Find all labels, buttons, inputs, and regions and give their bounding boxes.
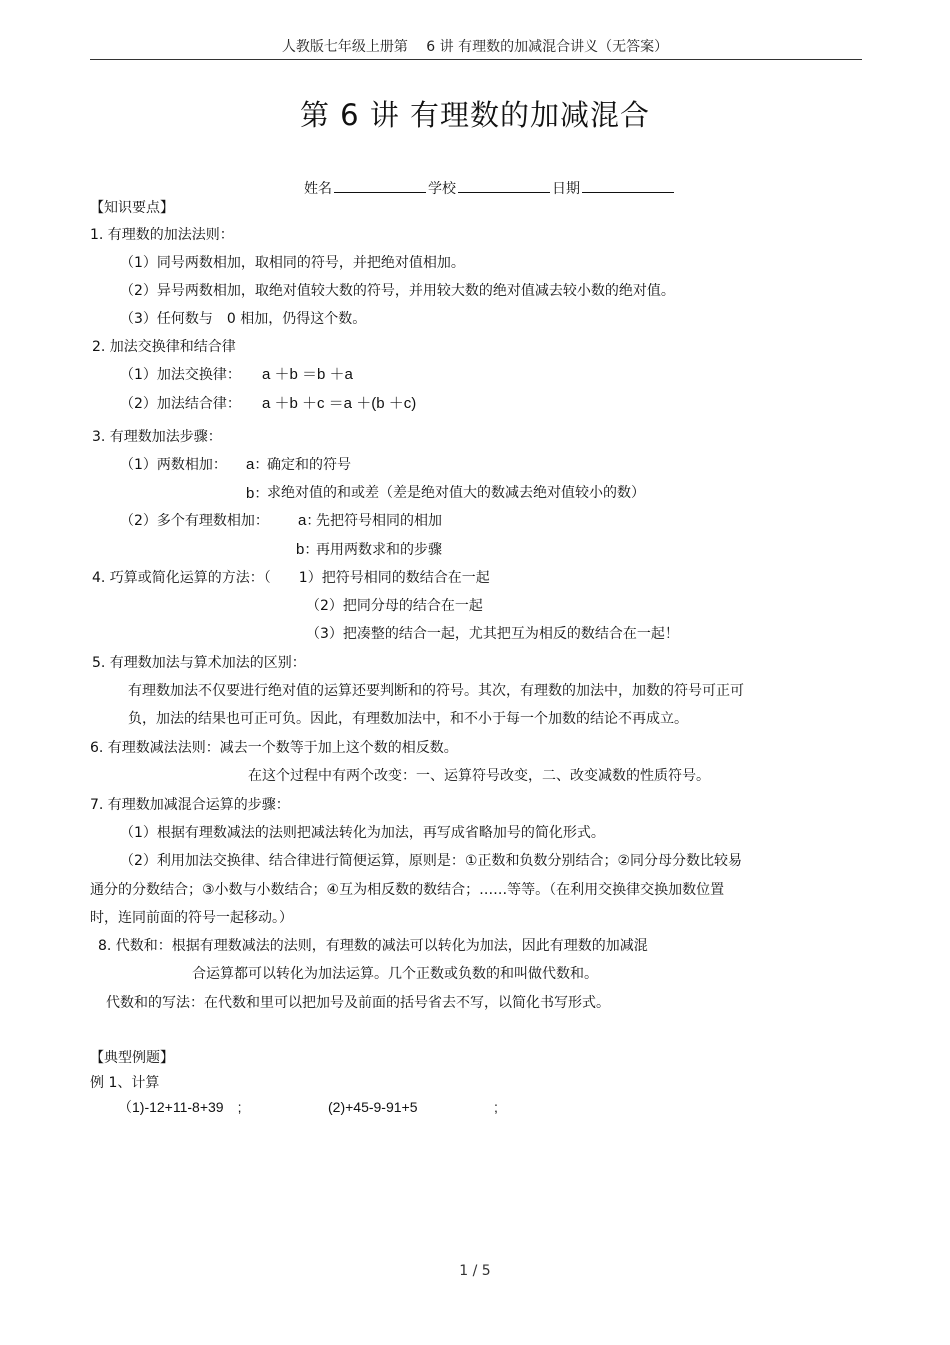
multi-step-b-mark: b： xyxy=(296,541,319,558)
school-label: 学校 xyxy=(428,181,456,197)
method-2: （2）把同分母的结合在一起 xyxy=(306,598,483,614)
document-title: 第 6 讲 有理数的加减混合 xyxy=(299,98,651,132)
section-6-note: 在这个过程中有两个改变：一、运算符号改变，二、改变减数的性质符号。 xyxy=(248,768,710,784)
section-8-title: 8. 代数和：根据有理数减法的法则，有理数的减法可以转化为加法，因此有理数的加减混 xyxy=(98,938,648,954)
section-1-rule-1: （1）同号两数相加，取相同的符号，并把绝对值相加。 xyxy=(120,255,465,271)
page-header: 人教版七年级上册第 6 讲 有理数的加减混合讲义（无答案） xyxy=(281,39,669,55)
multi-step-b-text: 再用两数求和的步骤 xyxy=(316,542,442,558)
section-5-title: 5. 有理数加法与算术加法的区别： xyxy=(92,655,306,671)
multi-number-label: （2）多个有理数相加： xyxy=(120,513,269,529)
section-7-title: 7. 有理数加减混合运算的步骤： xyxy=(90,797,290,813)
step-a-text: 确定和的符号 xyxy=(267,457,351,473)
section-5-para-1: 有理数加法不仅要进行绝对值的运算还要判断和的符号。其次，有理数的加法中，加数的符号可正可 xyxy=(128,683,744,699)
example-1-title: 例 1、计算 xyxy=(90,1075,160,1091)
example-1-problem-2: (2)+45-9-91+5 xyxy=(328,1099,418,1115)
name-blank xyxy=(334,178,426,193)
section-1-rule-3: （3）任何数与 0 相加，仍得这个数。 xyxy=(120,311,367,327)
section-3-title: 3. 有理数加法步骤： xyxy=(92,429,222,445)
section-5-para-2: 负，加法的结果也可正可负。因此，有理数加法中，和不小于每一个加数的结论不再成立。 xyxy=(128,711,688,727)
section-7-line-1: （1）根据有理数减法的法则把减法转化为加法，再写成省略加号的简化形式。 xyxy=(120,825,605,841)
section-1-title: 1. 有理数的加法法则： xyxy=(90,227,234,243)
section-8-line-2: 合运算都可以转化为加法运算。几个正数或负数的和叫做代数和。 xyxy=(192,966,598,982)
date-label: 日期 xyxy=(552,181,580,197)
section-2-title: 2. 加法交换律和结合律 xyxy=(92,339,236,355)
name-label: 姓名 xyxy=(304,181,332,197)
step-b-text: 求绝对值的和或差（差是绝对值大的数减去绝对值较小的数） xyxy=(267,485,645,501)
section-4-title: 4. 巧算或简化运算的方法：（ 1）把符号相同的数结合在一起 xyxy=(92,570,490,586)
date-blank xyxy=(582,178,674,193)
section-8-line-3: 代数和的写法：在代数和里可以把加号及前面的括号省去不写，以简化书写形式。 xyxy=(106,995,610,1011)
section-6-title: 6. 有理数减法法则：减去一个数等于加上这个数的相反数。 xyxy=(90,740,458,756)
examples-heading: 【典型例题】 xyxy=(90,1050,174,1066)
multi-step-a-mark: a： xyxy=(298,512,321,529)
multi-step-a-text: 先把符号相同的相加 xyxy=(316,513,442,529)
method-3: （3）把凑整的结合一起，尤其把互为相反的数结合在一起！ xyxy=(306,626,679,642)
associative-label: （2）加法结合律： xyxy=(120,396,241,412)
two-number-label: （1）两数相加： xyxy=(120,457,227,473)
commutative-label: （1）加法交换律： xyxy=(120,367,241,383)
school-blank xyxy=(458,178,550,193)
knowledge-heading: 【知识要点】 xyxy=(90,200,174,216)
page-number: 1 / 5 xyxy=(459,1263,491,1279)
section-7-line-2: （2）利用加法交换律、结合律进行简便运算，原则是：①正数和负数分别结合；②同分母分数比较易 xyxy=(120,853,743,869)
section-7-line-4: 时，连同前面的符号一起移动。） xyxy=(90,910,293,926)
section-1-rule-2: （2）异号两数相加，取绝对值较大数的符号，并用较大数的绝对值减去较小数的绝对值。 xyxy=(120,283,675,299)
header-rule xyxy=(90,59,862,60)
step-a-mark: a： xyxy=(246,456,269,473)
associative-formula: a ＋b ＋c ＝a ＋(b ＋c) xyxy=(262,395,417,412)
example-1-problem-1: （1)-12+11-8+39 ; xyxy=(118,1099,242,1115)
section-7-line-3: 通分的分数结合；③小数与小数结合；④互为相反数的数结合；……等等。（在利用交换律交换加数位置 xyxy=(90,882,725,898)
step-b-mark: b： xyxy=(246,485,269,502)
commutative-formula: a ＋b ＝b ＋a xyxy=(262,366,353,383)
example-1-problem-2-end: ; xyxy=(494,1099,498,1115)
info-fields xyxy=(304,178,676,196)
